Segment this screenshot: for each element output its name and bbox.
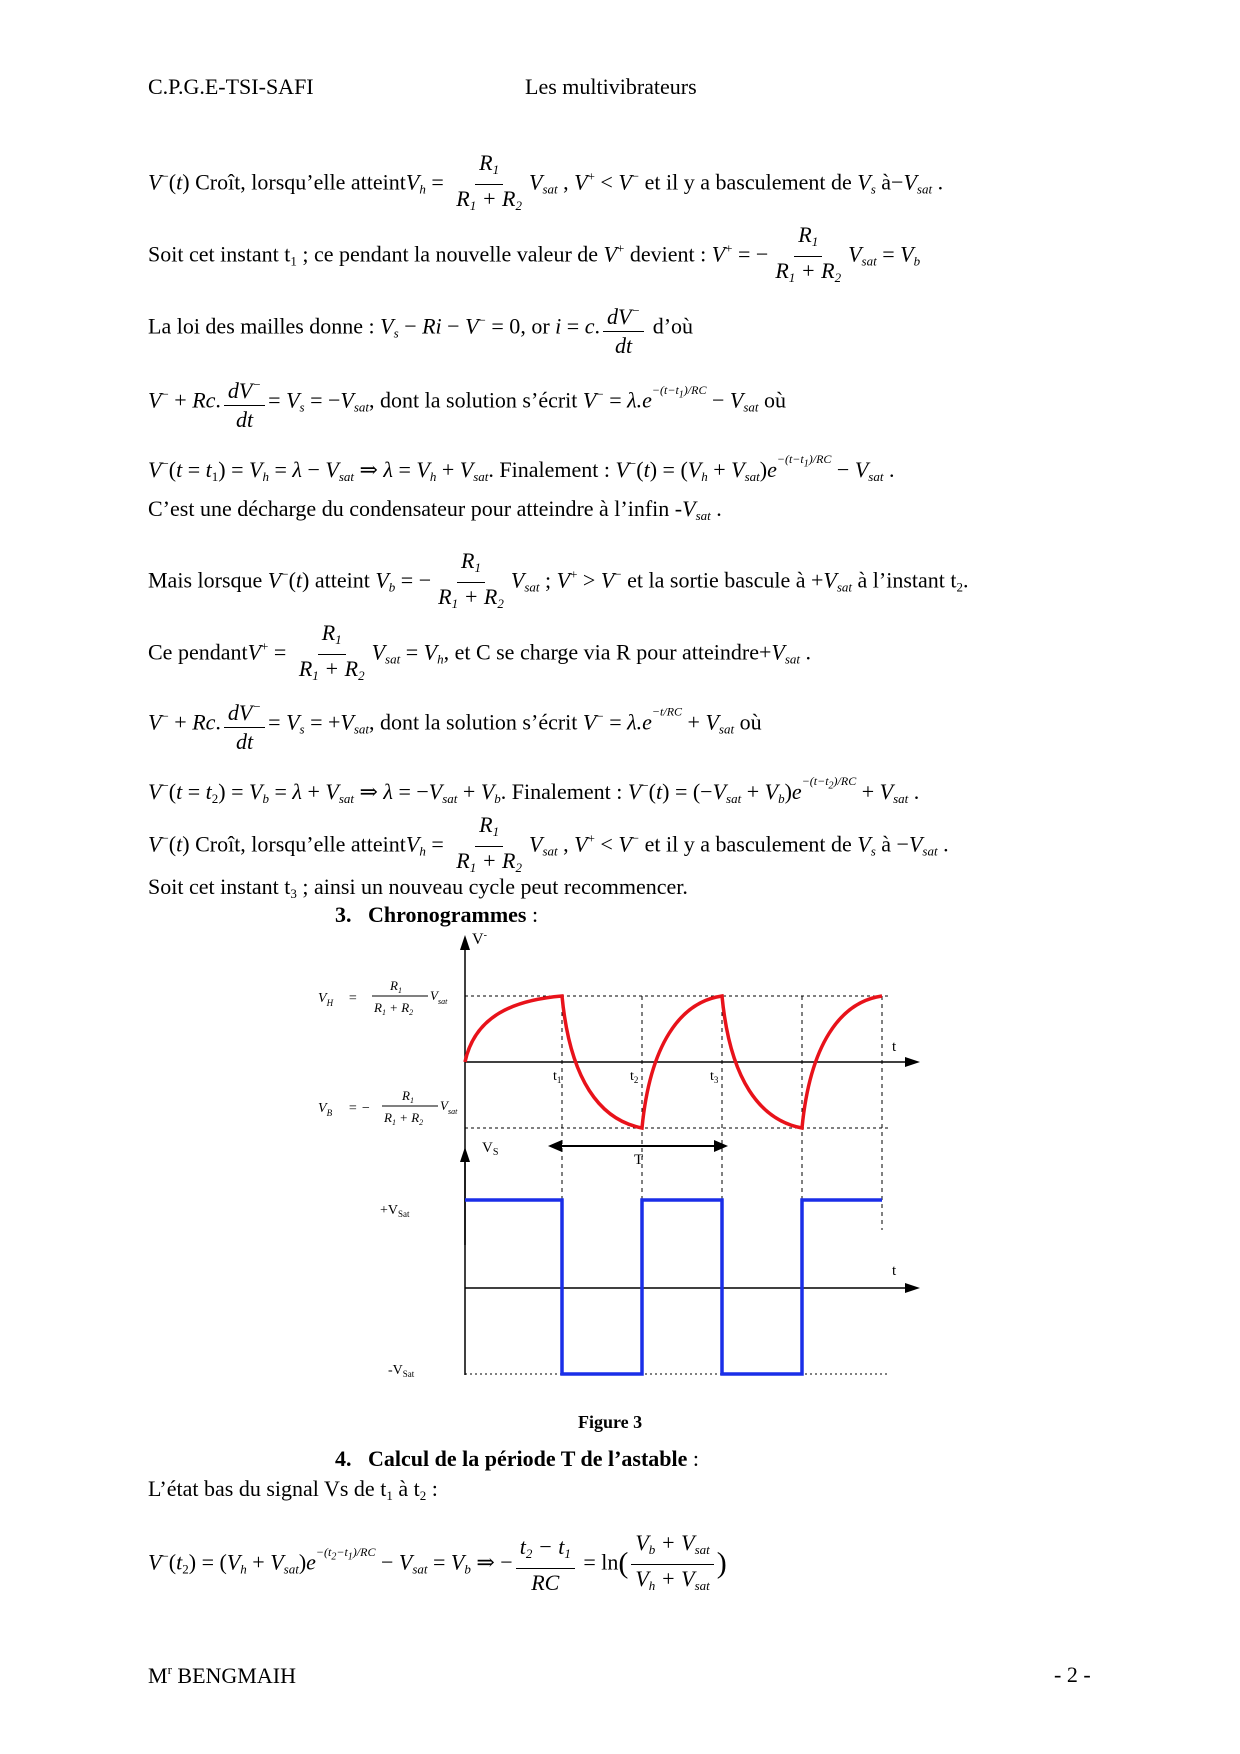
y-axis-bottom-arrow [460,1147,470,1162]
svg-text:Vsat: $V_{sat}$ [430,988,448,1006]
vb-label [318,1088,458,1127]
section-3-heading: 3. Chronogrammes : [335,902,539,927]
t3-label: $t_3$ [710,1069,719,1085]
svg-text:R1: $R_1$ [390,978,402,995]
equation-line-2: Soit cet instant t1 ; ce pendant la nouvelle valeur de V+ devient : V+ = − $\frac{R1}{R1 + R2}$ $V_{sat} = V_b$ [148,222,921,285]
footer-author: $M^r$ BENGMAIH [148,1662,296,1688]
vs-label: $V_S$ [482,1140,499,1158]
equation-line-1: V−(t) Croît, lorsqu’elle atteintV$_h$ = $\frac{R1}{R1 + R2}$ $V_{sat}$ , V+ < V− et il y a basculement de $V_s$ $à-V_{sat}$ . [148,150,944,213]
footer-page-number: - 2 - [1054,1662,1091,1687]
x-axis-top-arrow [905,1057,920,1067]
period-label: T [634,1152,644,1168]
equation-line-3: La loi des mailles donne : $V_s - Ri - V^- = 0$, or i = c. $\frac{dV^-}{dt}$ d’où [148,298,693,359]
header-center: Les multivibrateurs [525,74,697,99]
plus-vsat-label: $+V_{Sat}$ [380,1203,410,1219]
output-square-wave [465,1200,882,1374]
equation-line-4: V− + Rc. $\frac{dV^-}{dt}$ = $V_s = -V_{sat}$, dont la solution s’écrit $V^- = \lambda.e^{-(t-t_1)/RC} - V_{sat}$ où [148,372,786,433]
equation-line-5: $V^-(t = t1) = V_h = \lambda - V_{sat}$ ⇒ $\lambda = V_h + V_{sat}$. Finalement : $V^-(t) = (V_h + V_{sat})e^{-(t-t_1)/RC} - V_{sat}$ . [148,452,895,484]
equation-line-10: $V^-(t = t2) = V_b = \lambda + V_{sat}$ ⇒ $\lambda = -V_{sat} + V_b$. Finalement : $V^-(t) = (-V_{sat} + V_b)e^{-(t-t_2)/RC} + V_{sat}$ . [148,774,920,806]
equation-line-11: V−(t) Croît, lorsqu’elle atteintV$_h$ = $\frac{R1}{R1 + R2}$ $V_{sat}$ , V+ < V− et il y a basculement de $V_s$ à $-V_{sat}$ . [148,812,949,875]
minus-vsat-label: $-V_{Sat}$ [388,1363,415,1379]
text-line-12: Soit cet instant t3 ; ainsi un nouveau cycle peut recommencer. [148,874,688,901]
svg-text:VB: $V_B$ [318,1101,333,1118]
svg-text:= −: = − [348,1101,371,1116]
t2-label: $t_2$ [630,1069,639,1085]
equation-period: $V^-(t2) = (V_h + V_{sat})e^{-(t_2-t_1)/RC} - V_{sat} = V_b$ ⇒ − $\frac{t2 - t1}{RC}$ = ln( $\frac{V_b + V_{sat}}{V_h + V_{sat}}$ ) [148,1530,727,1595]
svg-text:R1: $R_1$ [402,1088,414,1105]
header-left: C.P.G.E-TSI-SAFI [148,74,314,99]
y-axis-top-arrow [460,935,470,950]
y-axis-top-label: V- [472,930,487,948]
svg-text:=: = [348,991,358,1006]
equation-line-8: Ce pendantV+ = $\frac{R1}{R1 + R2}$ $V_{sat} = V_h$, et C se charge via R pour $atteindre+V_{sat}$ . [148,620,812,683]
x-axis-top-label: t [892,1039,897,1055]
t1-label: $t_1$ [553,1069,562,1085]
equation-line-9: V− + Rc. $\frac{dV^-}{dt}$ = $V_s = +V_{sat}$, dont la solution s’écrit $V^- = \lambda.e^{-t/RC} + V_{sat}$ où [148,694,762,755]
period-arrow-left-head [548,1140,562,1152]
svg-text:R1 + R2: $R_1 + R_2$ [374,1000,414,1017]
svg-text:R1 + R2: $R_1 + R_2$ [384,1110,424,1127]
section-4-heading: 4. Calcul de la période T de l’astable : [335,1446,700,1471]
figure-caption: Figure 3 [578,1412,643,1432]
x-axis-vs-label: t [892,1263,897,1279]
text-line-6: C’est une décharge du condensateur pour atteindre à l’infin $-V_{sat}$ . [148,496,722,523]
equation-line-7: Mais lorsque V−(t) atteint $V_b$ = − $\frac{R1}{R1 + R2}$ $V_{sat}$ ; V+ > V− et la sortie bascule à $+V_{sat}$ à l’instant t2. [148,548,969,611]
chronogram-figure [300,930,940,1410]
section-4-intro: L’état bas du signal Vs de t1 à t2 : [148,1476,438,1503]
vh-label [318,978,448,1017]
svg-text:Vsat: $V_{sat}$ [440,1098,458,1116]
x-axis-vs-arrow [905,1283,920,1293]
svg-text:VH: $V_H$ [318,991,334,1008]
period-arrow-right-head [714,1140,728,1152]
